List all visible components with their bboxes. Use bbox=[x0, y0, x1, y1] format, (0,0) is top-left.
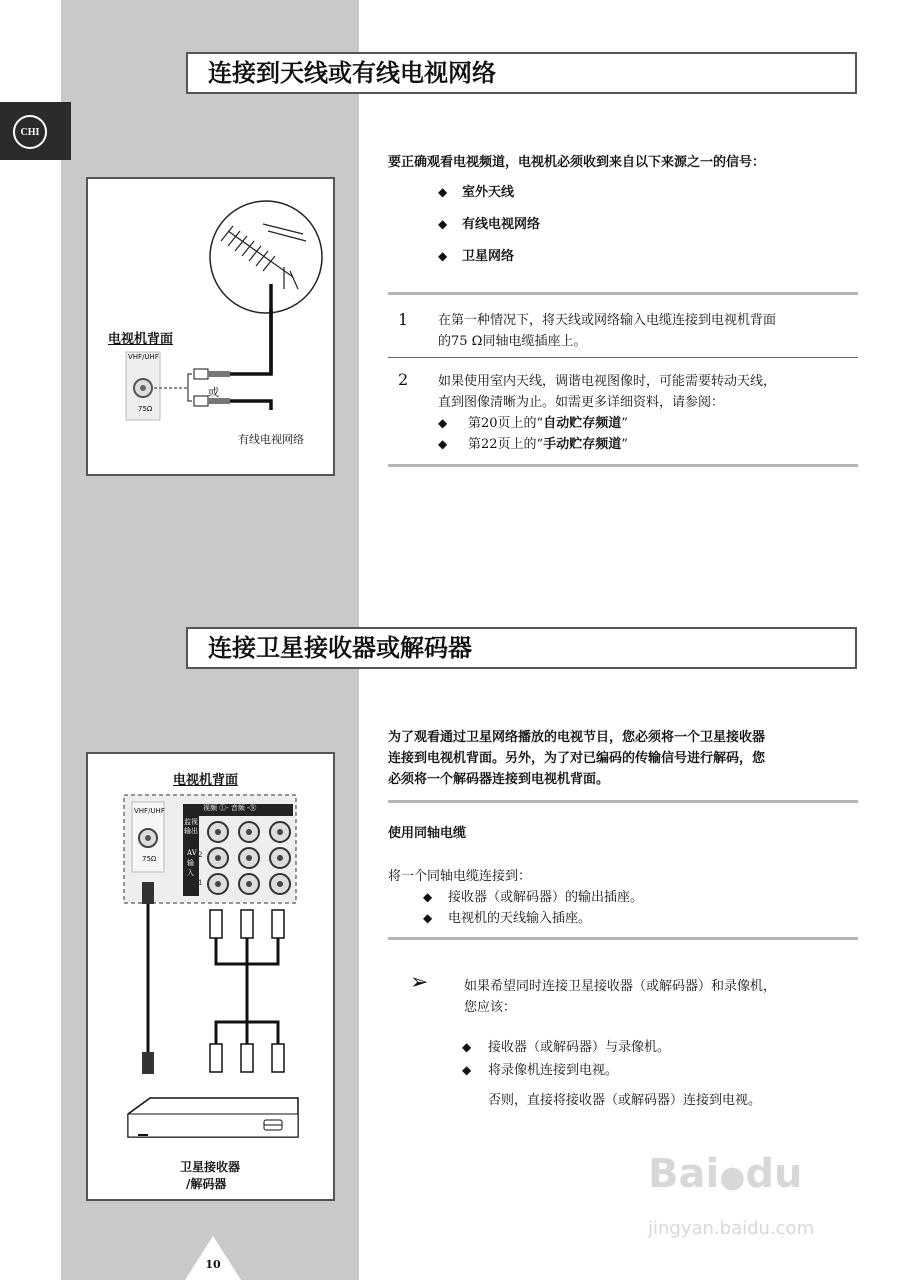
reference-item: 第22页上的“手动贮存频道” bbox=[468, 437, 628, 452]
language-badge: CHI bbox=[13, 115, 47, 149]
section1-title: 连接到天线或有线电视网络 bbox=[186, 52, 857, 94]
diamond-icon: ◆ bbox=[423, 890, 433, 904]
section2-intro-line: 连接到电视机背面。另外，为了对已编码的传输信号进行解码，您 bbox=[388, 751, 766, 766]
receiver-label: 卫星接收器 bbox=[180, 1160, 241, 1174]
diamond-icon: ◆ bbox=[462, 1063, 472, 1077]
note-final: 否则，直接将接收器（或解码器）连接到电视。 bbox=[488, 1093, 762, 1108]
divider bbox=[388, 357, 858, 358]
tv-back-label: 电视机背面 bbox=[108, 332, 174, 347]
diamond-icon: ◆ bbox=[438, 249, 448, 263]
language-tab bbox=[0, 102, 71, 160]
reference-item: 第20页上的“自动贮存频道” bbox=[468, 416, 628, 431]
divider bbox=[388, 937, 858, 940]
step-line: 直到图像清晰为止。如需更多详细资料，请参阅： bbox=[438, 395, 725, 410]
divider bbox=[388, 292, 858, 295]
watermark bbox=[648, 1150, 814, 1240]
satellite-figure bbox=[86, 752, 335, 1201]
jack-label-bottom: 75Ω bbox=[138, 405, 153, 413]
section2-title: 连接卫星接收器或解码器 bbox=[186, 627, 857, 669]
diamond-icon: ◆ bbox=[438, 416, 448, 430]
jack-label-top: VHF/UHF bbox=[128, 353, 159, 361]
jack-label-top: VHF/UHF bbox=[134, 807, 165, 815]
av-input-label: AV输入 bbox=[187, 849, 197, 877]
note-item: 接收器（或解码器）与录像机。 bbox=[488, 1040, 671, 1055]
antenna-diagram bbox=[88, 179, 333, 474]
note-line: 您应该： bbox=[464, 1000, 517, 1015]
coax-item: 接收器（或解码器）的输出插座。 bbox=[448, 890, 644, 905]
diamond-icon: ◆ bbox=[423, 911, 433, 925]
tv-back-label: 电视机背面 bbox=[173, 773, 239, 788]
source-item: 室外天线 bbox=[462, 185, 515, 200]
source-item: 有线电视网络 bbox=[462, 217, 541, 232]
page-number: 10 bbox=[205, 1258, 221, 1271]
monitor-out-label: 监视输出 bbox=[184, 818, 198, 835]
diamond-icon: ◆ bbox=[438, 217, 448, 231]
antenna-figure bbox=[86, 177, 335, 476]
or-label: 或 bbox=[208, 386, 219, 399]
step-line: 在第一种情况下，将天线或网络输入电缆连接到电视机背面 bbox=[438, 313, 777, 328]
diamond-icon: ◆ bbox=[462, 1040, 472, 1054]
watermark-url: jingyan.baidu.com bbox=[648, 1218, 815, 1239]
note-item: 将录像机连接到电视。 bbox=[488, 1063, 619, 1078]
step-number: 2 bbox=[398, 370, 409, 389]
divider bbox=[388, 464, 858, 467]
jack-label-bottom: 75Ω bbox=[142, 855, 157, 863]
note-arrow-icon: ➢ bbox=[410, 970, 429, 995]
coax-item: 电视机的天线输入插座。 bbox=[448, 911, 592, 926]
source-item: 卫星网络 bbox=[462, 249, 515, 264]
panel-header: 视频 Ⓛ- 音频 -Ⓡ bbox=[203, 804, 257, 812]
section2-intro-line: 必须将一个解码器连接到电视机背面。 bbox=[388, 772, 610, 787]
step-line: 如果使用室内天线，调谐电视图像时，可能需要转动天线， bbox=[438, 374, 777, 389]
diamond-icon: ◆ bbox=[438, 437, 448, 451]
coax-intro: 将一个同轴电缆连接到： bbox=[388, 869, 532, 884]
section1-intro: 要正确观看电视频道，电视机必须收到来自以下来源之一的信号： bbox=[388, 155, 766, 170]
receiver-label: /解码器 bbox=[186, 1177, 227, 1191]
section2-intro-line: 为了观看通过卫星网络播放的电视节目，您必须将一个卫星接收器 bbox=[388, 730, 766, 745]
note-line: 如果希望同时连接卫星接收器（或解码器）和录像机， bbox=[464, 979, 777, 994]
cable-network-label: 有线电视网络 bbox=[238, 433, 304, 446]
baidu-logo-icon: Bai●du bbox=[648, 1151, 803, 1197]
step-number: 1 bbox=[398, 310, 409, 329]
coax-heading: 使用同轴电缆 bbox=[388, 826, 467, 841]
satellite-diagram bbox=[88, 754, 333, 1199]
diamond-icon: ◆ bbox=[438, 185, 448, 199]
step-line: 的75 Ω同轴电缆插座上。 bbox=[438, 334, 587, 349]
row-label: 1 bbox=[198, 879, 203, 887]
divider bbox=[388, 800, 858, 803]
row-label: 2 bbox=[198, 851, 203, 859]
